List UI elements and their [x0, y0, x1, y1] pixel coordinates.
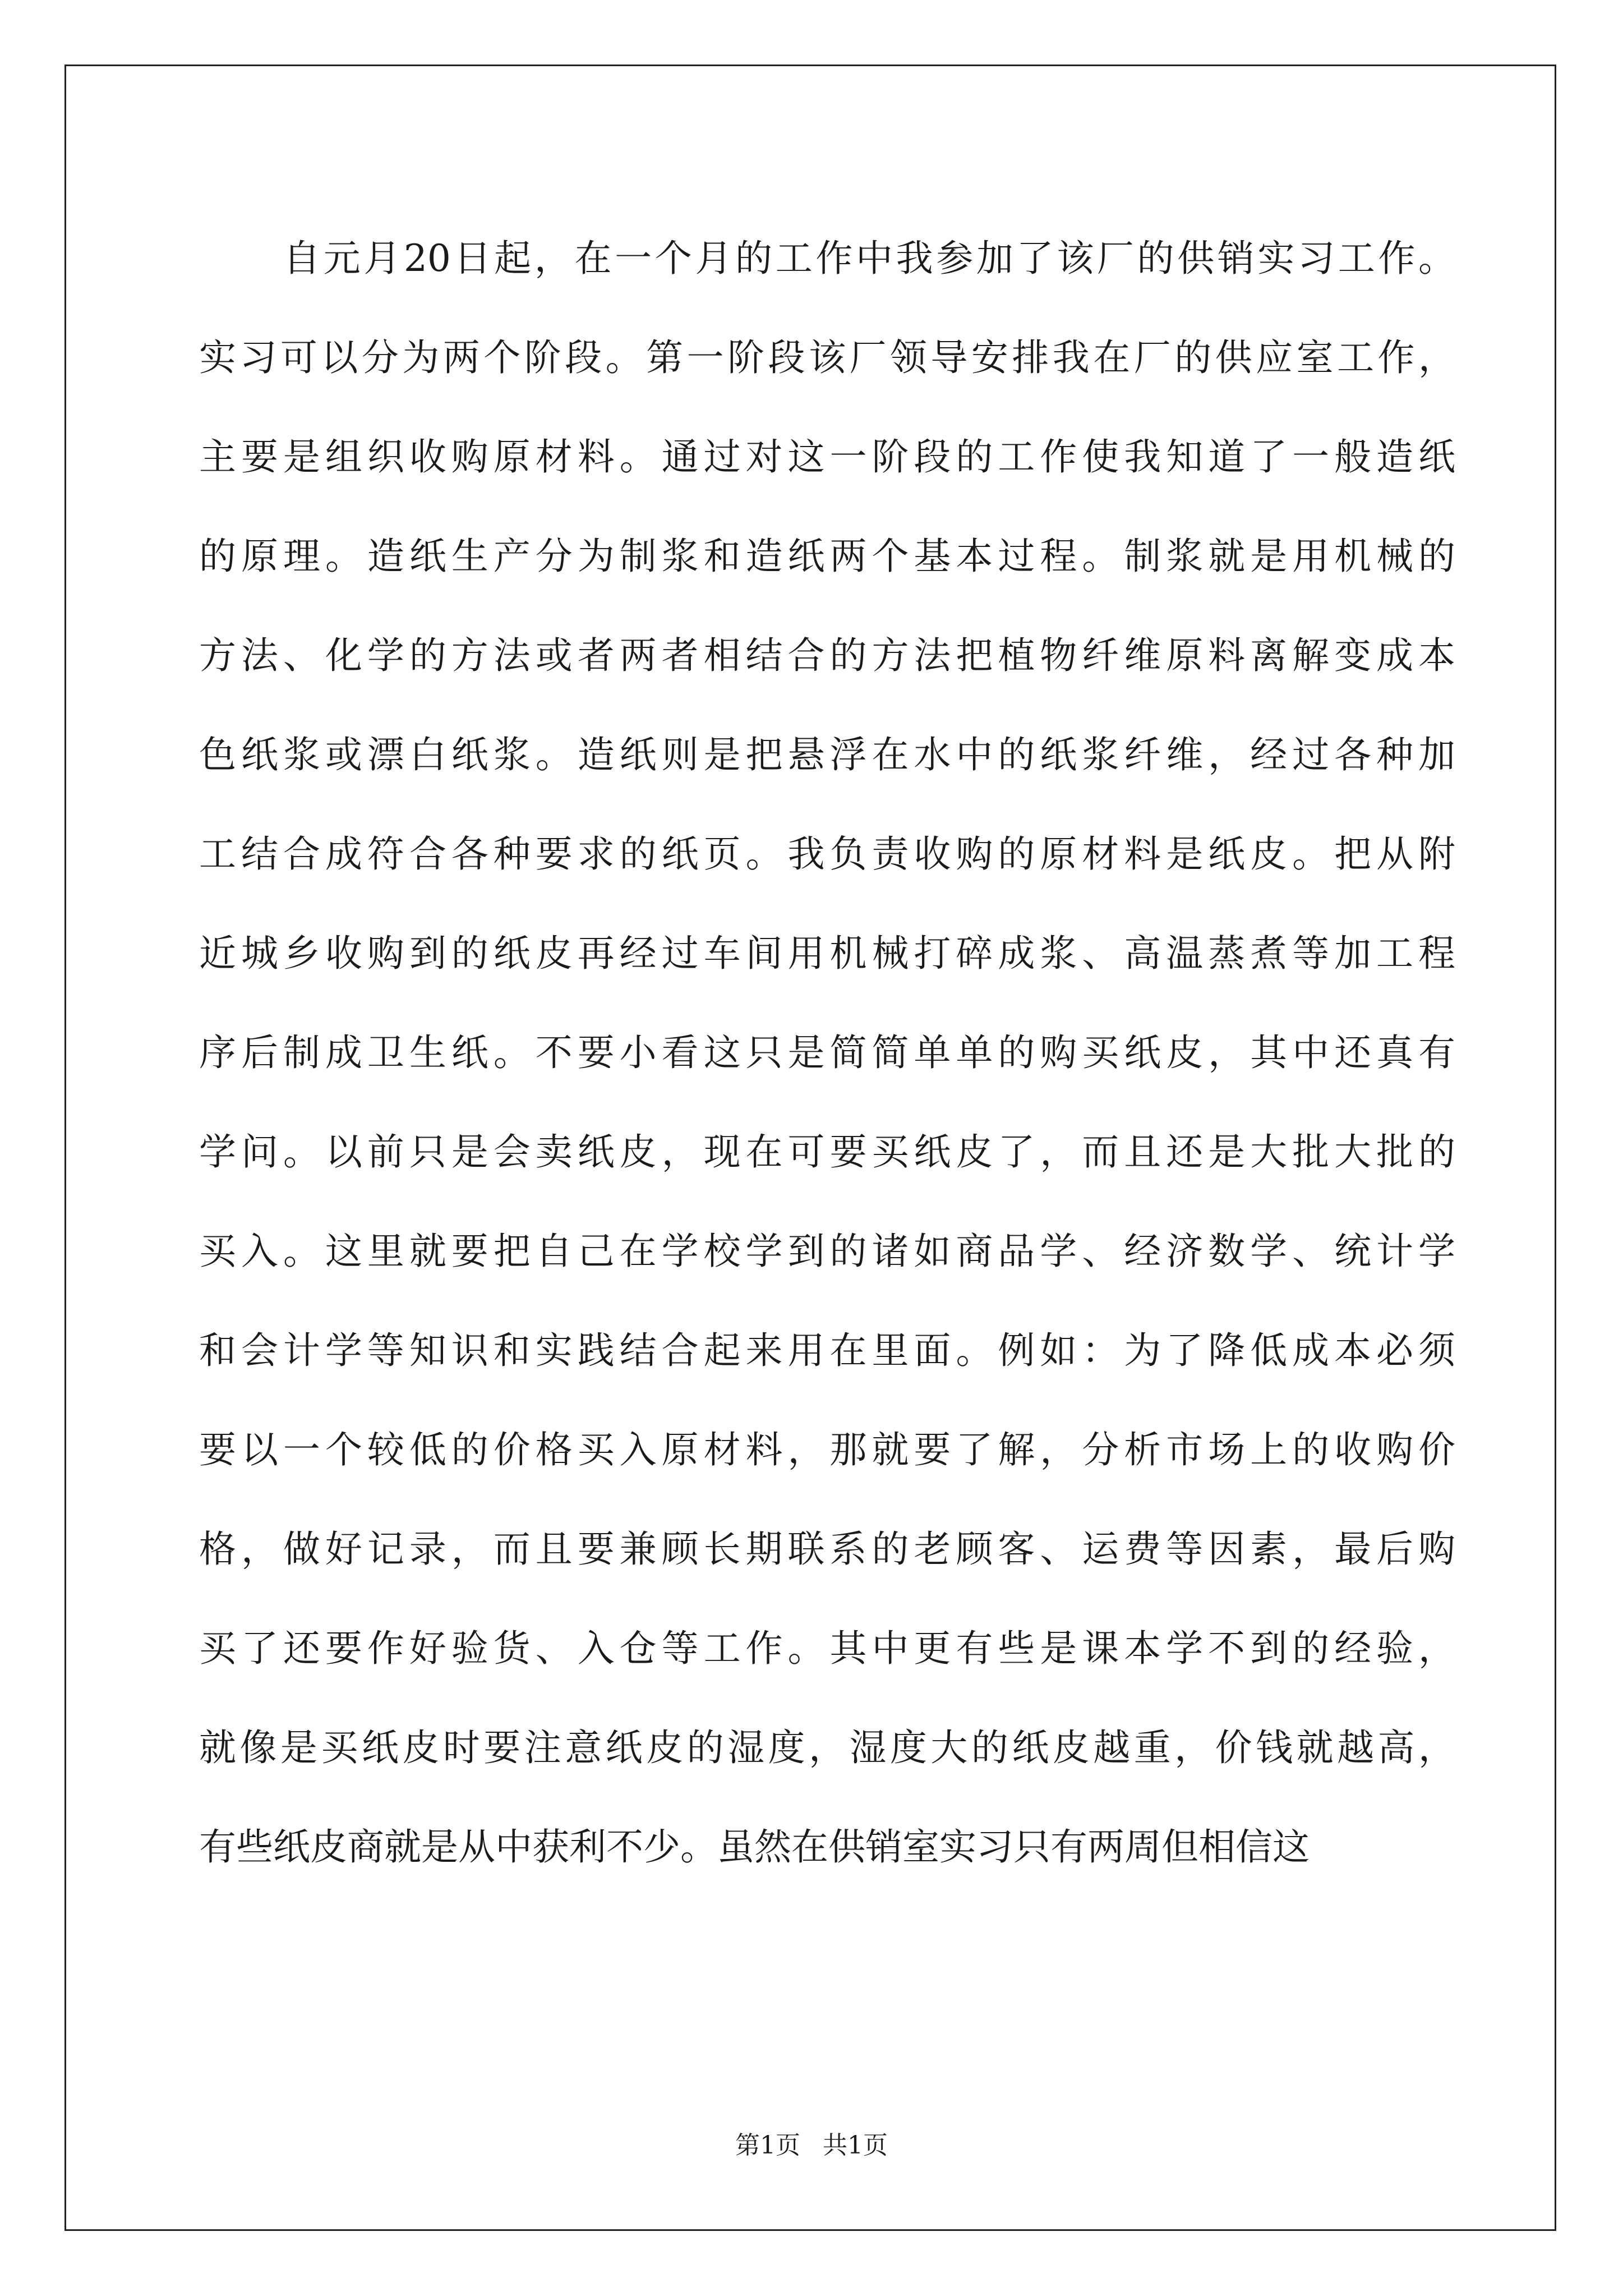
- page-number: 第1页: [735, 2131, 800, 2160]
- body-line: 学问。以前只是会卖纸皮，现在可要买纸皮了，而且还是大批大批的: [199, 1130, 1455, 1174]
- body-line: 买了还要作好验货、入仓等工作。其中更有些是课本学不到的经验，: [199, 1627, 1455, 1670]
- body-line: 主要是组织收购原材料。通过对这一阶段的工作使我知道了一般造纸: [199, 435, 1455, 478]
- page-total: 共1页: [823, 2131, 888, 2160]
- body-line: 的原理。造纸生产分为制浆和造纸两个基本过程。制浆就是用机械的: [199, 535, 1455, 578]
- body-line: 格，做好记录，而且要兼顾长期联系的老顾客、运费等因素，最后购: [199, 1527, 1455, 1571]
- body-line: 工结合成符合各种要求的纸页。我负责收购的原材料是纸皮。把从附: [199, 832, 1455, 876]
- document-body: [199, 209, 1455, 1897]
- body-line: 近城乡收购到的纸皮再经过车间用机械打碎成浆、高温蒸煮等加工程: [199, 932, 1455, 975]
- body-line: 色纸浆或漂白纸浆。造纸则是把悬浮在水中的纸浆纤维，经过各种加: [199, 733, 1455, 776]
- body-line: 序后制成卫生纸。不要小看这只是简简单单的购买纸皮，其中还真有: [199, 1031, 1455, 1074]
- page-footer: [0, 2129, 1623, 2162]
- body-line: 要以一个较低的价格买入原材料，那就要了解，分析市场上的收购价: [199, 1428, 1455, 1471]
- body-line: 买入。这里就要把自己在学校学到的诸如商品学、经济数学、统计学: [199, 1230, 1455, 1273]
- body-line: 和会计学等知识和实践结合起来用在里面。例如：为了降低成本必须: [199, 1329, 1455, 1372]
- body-line: 有些纸皮商就是从中获利不少。虽然在供销室实习只有两周但相信这: [199, 1825, 1310, 1869]
- body-line: 就像是买纸皮时要注意纸皮的湿度，湿度大的纸皮越重，价钱就越高，: [199, 1726, 1455, 1769]
- body-line: 实习可以分为两个阶段。第一阶段该厂领导安排我在厂的供应室工作，: [199, 336, 1455, 379]
- body-line: 自元月20日起，在一个月的工作中我参加了该厂的供销实习工作。: [283, 237, 1455, 280]
- body-line: 方法、化学的方法或者两者相结合的方法把植物纤维原料离解变成本: [199, 634, 1455, 677]
